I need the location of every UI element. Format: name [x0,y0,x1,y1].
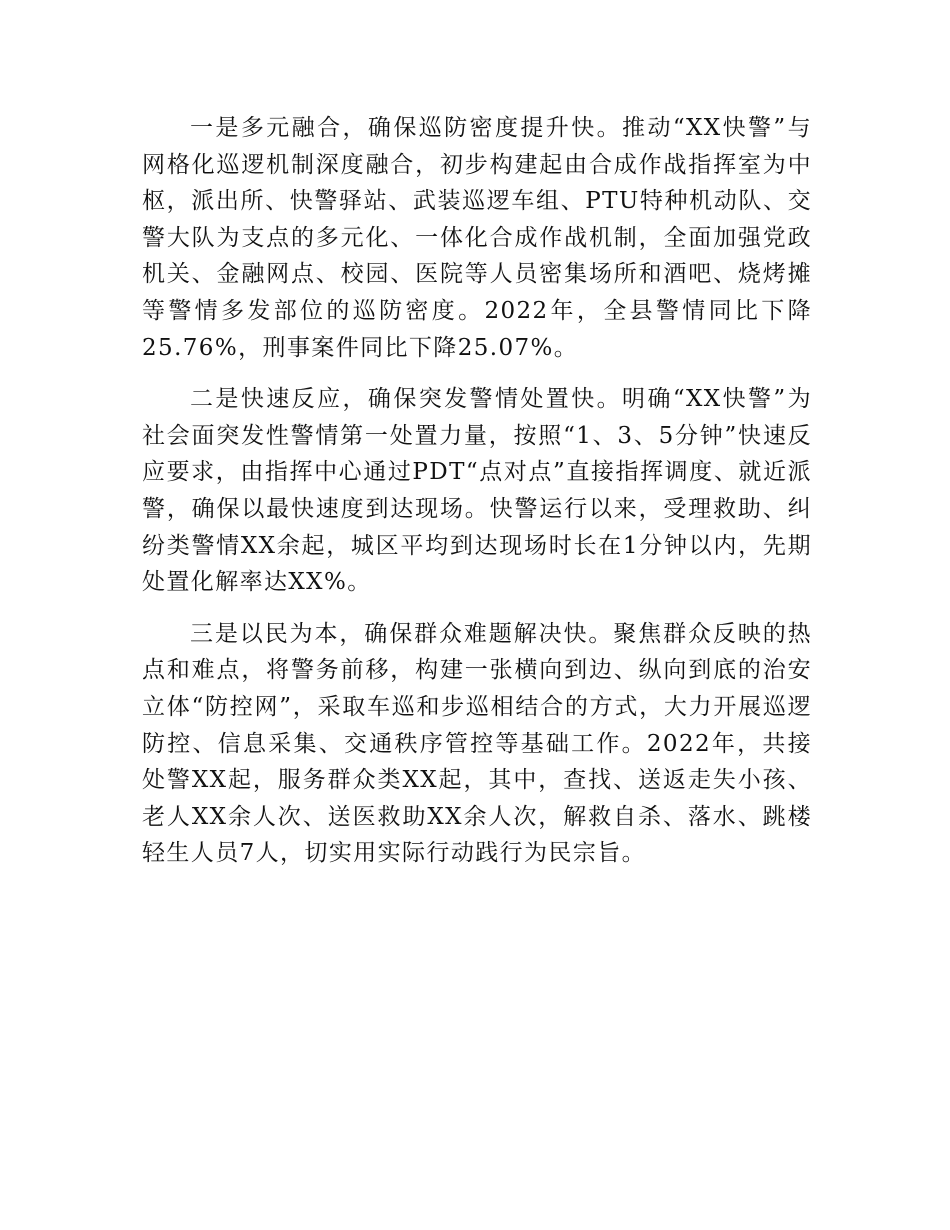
paragraph-rapid-response: 二是快速反应，确保突发警情处置快。明确“XX快警”为社会面突发性警情第一处置力量，按照“1、3、5分钟”快速反应要求，由指挥中心通过PDT“点对点”直接指挥调度、就近派警，确保以最快速度到达现场。快警运行以来，受理救助、纠纷类警情XX余起，城区平均到达现场时长在1分钟以内，先期处置化解率达XX%。 [142,386,812,596]
document-body [142,110,812,872]
paragraph-multi-integration: 一是多元融合，确保巡防密度提升快。推动“XX快警”与网格化巡逻机制深度融合，初步构建起由合成作战指挥室为中枢，派出所、快警驿站、武装巡逻车组、PTU特种机动队、交警大队为支点的多元化、一体化合成作战机制，全面加强党政机关、金融网点、校园、医院等人员密集场所和酒吧、烧烤摊等警情多发部位的巡防密度。2022年，全县警情同比下降25.76%，刑事案件同比下降25.07%。 [142,115,812,361]
paragraph-people-oriented: 三是以民为本，确保群众难题解决快。聚焦群众反映的热点和难点，将警务前移，构建一张横向到边、纵向到底的治安立体“防控网”，采取车巡和步巡相结合的方式，大力开展巡逻防控、信息采集、交通秩序管控等基础工作。2022年，共接处警XX起，服务群众类XX起，其中，查找、送返走失小孩、老人XX余人次、送医救助XX余人次，解救自杀、落水、跳楼轻生人员7人，切实用实际行动践行为民宗旨。 [142,620,812,867]
